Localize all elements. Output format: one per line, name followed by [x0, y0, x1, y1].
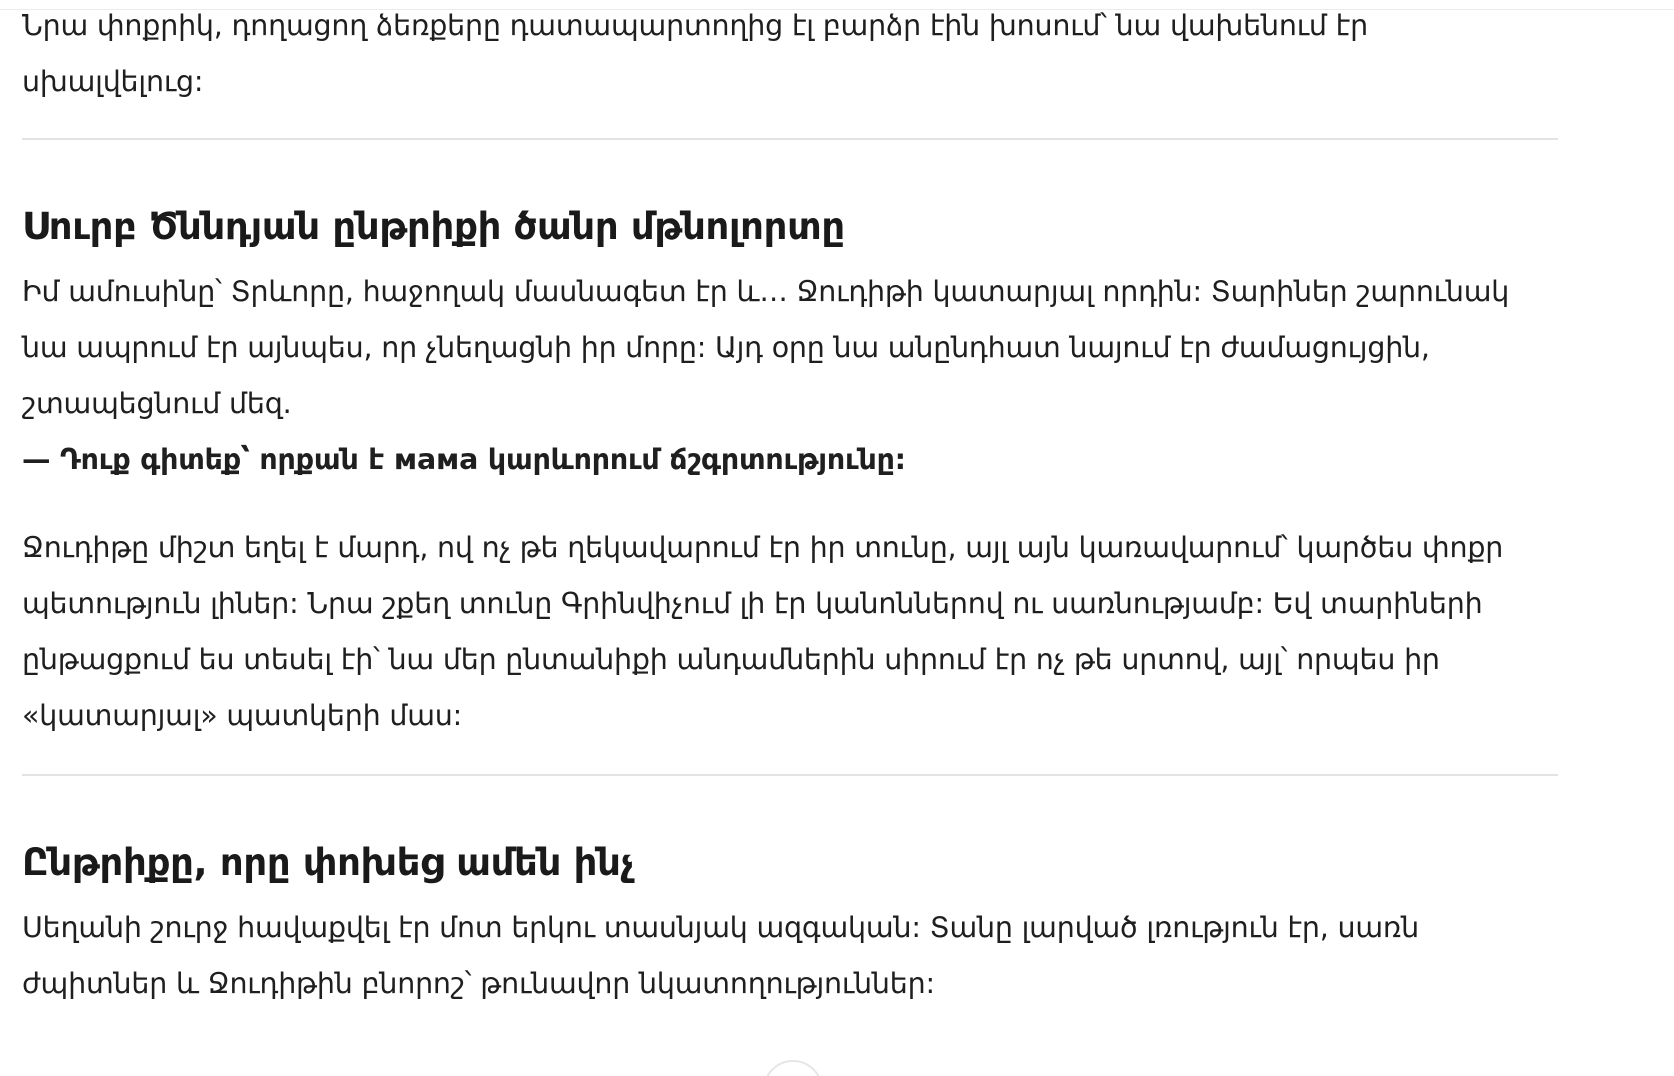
section-paragraph: Ջուդիթը միշտ եղել է մարդ, ով ոչ թե ղեկավարում էր իր տունը, այլ այն կառավարում՝ կարծես փոքր պետություն լիներ: Նրա շքեղ տունը Գրինվիչում լի էր կանոններով ու սառնությամբ: Եվ տարիների ընթացքում ես տեսել էի՝ նա մեր ընտանիքի անդամներին սիրում էր ոչ թե սրտով, այլ՝ որպես իր «կատարյալ» պատկերի մաս: [22, 531, 1504, 732]
section-paragraph: Իմ ամուսինը՝ Տրևորը, հաջողակ մասնագետ էր և… Ջուդիթի կատարյալ որդին: Տարիներ շարունակ նա ապրում էր այնպես, որ չնեղացնի իր մորը: Այդ օրը նա անընդհատ նայում էր ժամացույցին, շտապեցնում մեզ. [22, 275, 1510, 420]
section-heading: Ընթրիքը, որը փոխեց ամեն ինչ [22, 841, 634, 884]
section-heading: Սուրբ Ծննդյան ընթրիքի ծանր մթնոլորտը [22, 205, 845, 248]
scroll-indicator[interactable] [763, 1060, 823, 1076]
quote-line: — Դուք գիտեք՝ որքան է мама կարևորում ճշգրտությունը: [22, 443, 906, 476]
section-paragraph: Սեղանի շուրջ հավաքվել էր մոտ երկու տասնյակ ազգական: Տանը լարված լռություն էր, սառն ժպիտներ և Ջուդիթին բնորոշ՝ թունավոր նկատողություններ: [22, 911, 1420, 1000]
intro-paragraph: Նրա փոքրիկ, դողացող ձեռքերը դատապարտողից էլ բարձր էին խոսում՝ նա վախենում էր սխալվելուց: [22, 9, 1368, 98]
article-body [22, 0, 1558, 1012]
